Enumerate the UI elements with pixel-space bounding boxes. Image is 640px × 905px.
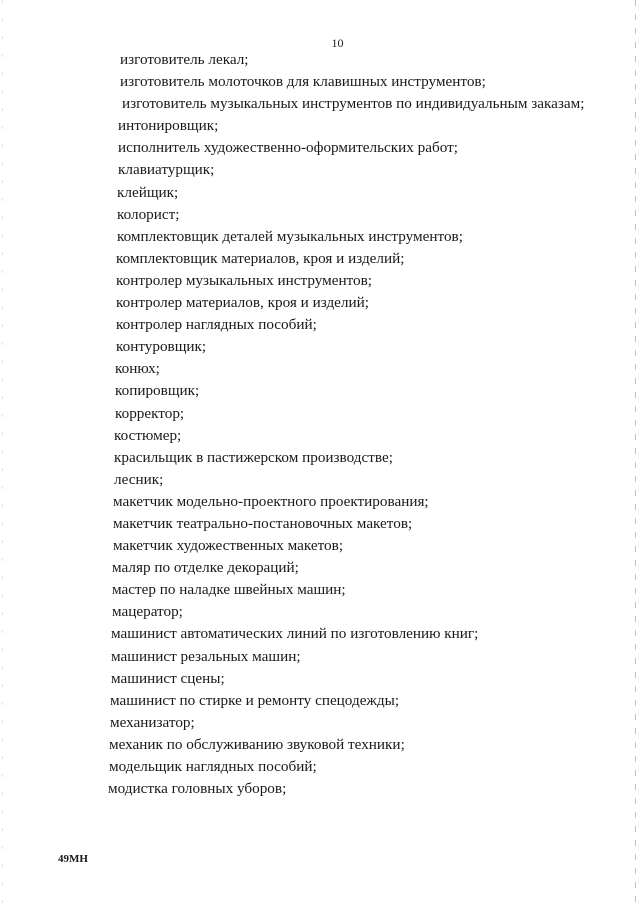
list-item: мацератор; [112,603,183,621]
list-item: костюмер; [114,426,182,444]
list-item: красильщик в пастижерском производстве; [114,448,393,466]
list-item: машинист по стирке и ремонту спецодежды; [110,691,400,709]
list-item: контролер музыкальных инструментов; [116,271,373,289]
list-item: модельщик наглядных пособий; [109,758,317,775]
list-item: исполнитель художественно-оформительских работ; [118,139,458,157]
list-item: машинист автоматических линий по изготовлению книг; [111,625,479,643]
list-item: клейщик; [117,183,179,201]
list-item: маляр по отделке декораций; [112,559,299,577]
list-item: корректор; [115,404,185,422]
list-item: изготовитель лекал; [120,51,249,68]
list-item: изготовитель музыкальных инструментов по индивидуальным заказам; [122,95,585,113]
list-item: контуровщик; [116,338,207,356]
list-item: мастер по наладке швейных машин; [112,581,346,599]
list-item: лесник; [114,470,164,488]
list-item: комплектовщик материалов, кроя и изделий; [116,249,405,267]
list-item: контролер наглядных пособий; [116,316,317,334]
list-item: комплектовщик деталей музыкальных инструментов; [117,227,463,245]
list-item: изготовитель молоточков для клавишных инструментов; [120,73,486,91]
list-item: механик по обслуживанию звуковой техники; [109,735,405,753]
list-item: машинист резальных машин; [111,647,301,665]
list-item: макетчик театрально-постановочных макетов; [113,514,413,532]
list-item: контролер материалов, кроя и изделий; [116,294,369,312]
list-item: интонировщик; [118,117,219,135]
list-item: машинист сцены; [111,669,225,687]
list-item: механизатор; [110,713,195,731]
list-item: клавиатурщик; [118,161,215,179]
list-item: макетчик художественных макетов; [113,537,344,555]
page-number: 10 [331,36,344,50]
list-item: конюх; [115,360,160,378]
occupation-list [0,49,640,800]
list-item: копировщик; [115,382,200,400]
document-code: 49МН [58,853,88,865]
list-item: колорист; [117,205,180,223]
list-item: макетчик модельно-проектного проектирования; [113,492,429,510]
list-item: модистка головных уборов; [108,780,287,798]
